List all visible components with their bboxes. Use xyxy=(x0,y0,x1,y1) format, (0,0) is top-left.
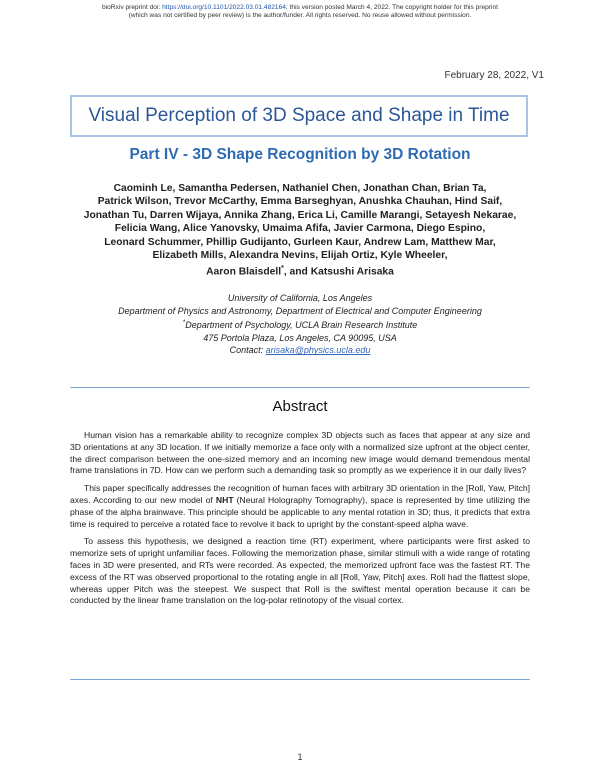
department: Department of Physics and Astronomy, Department of Electrical and Computer Engineering xyxy=(118,305,482,316)
psychology-department: *Department of Psychology, UCLA Brain Research Institute xyxy=(182,319,418,331)
author-line: Leonard Schummer, Phillip Gudijanto, Gurleen Kaur, Andrew Lam, Matthew Mar, xyxy=(104,236,496,248)
paper-subtitle: Part IV - 3D Shape Recognition by 3D Rotation xyxy=(129,146,471,163)
nht-term: NHT xyxy=(215,494,234,505)
preprint-line-2: (which was not certified by peer review) is the author/funder. All rights reserved. No reuse allowed without permission. xyxy=(128,12,472,19)
contact-email-link[interactable]: arisaka@physics.ucla.edu xyxy=(265,345,371,356)
author-line-last: Aaron Blaisdell*, and Katsushi Arisaka xyxy=(206,265,394,278)
affiliation-block xyxy=(60,292,540,357)
abstract-heading: Abstract xyxy=(272,398,328,415)
paper-title: Visual Perception of 3D Space and Shape in Time xyxy=(88,105,510,126)
preprint-notice xyxy=(0,4,600,20)
abstract-paragraph-1: Human vision has a remarkable ability to recognize complex 3D objects such as faces that appear at any size and 3D orientations at any 3D location. If we initially memorize a face only with a normalized size upfront at the object center, the direct comparison between the one-sized memory and an incoming new image would demand tremendous mental frame translations in 7D. How can we perform such a demanding task so promptly as we experience it in our daily lives? xyxy=(70,430,530,476)
contact: Contact: arisaka@physics.ucla.edu xyxy=(229,345,371,356)
divider-top xyxy=(70,387,530,388)
author-list xyxy=(60,182,540,279)
author-line: Caominh Le, Samantha Pedersen, Nathaniel Chen, Jonathan Chan, Brian Ta, xyxy=(113,183,487,194)
version-date: February 28, 2022, V1 xyxy=(444,70,544,81)
address: 475 Portola Plaza, Los Angeles, CA 90095, USA xyxy=(203,332,397,343)
doi-link[interactable]: https://doi.org/10.1101/2022.03.01.482164 xyxy=(162,4,286,11)
university: University of California, Los Angeles xyxy=(227,293,373,303)
corresponding-mark: * xyxy=(281,265,284,273)
preprint-line-1: bioRxiv preprint doi: https://doi.org/10.1101/2022.03.01.482164; this version posted March 4, 2022. The copyright holder for this preprint xyxy=(102,4,498,11)
divider-bottom xyxy=(70,679,530,680)
page-number: 1 xyxy=(297,752,303,762)
abstract-paragraph-2: This paper specifically addresses the recognition of human faces with arbitrary 3D orientation in the [Roll, Yaw, Pitch] axes. According to our new model of NHT (Neural Holography Tomography), space is represented by time utilizing the phase of the alpha brainwave. This principle should be applicable to any mental rotation in 3D; thus, it predicts that extra time is required to perceive a rotated face to revolve it back to upright by the constant-speed alpha wave. xyxy=(70,483,531,529)
author-line: Elizabeth Mills, Alexandra Nevins, Elijah Ortiz, Kyle Wheeler, xyxy=(152,250,448,262)
abstract-paragraph-3: To assess this hypothesis, we designed a reaction time (RT) experiment, where participants were first asked to memorize sets of upright unfamiliar faces. Following the memorization phase, similar stimuli with a wide range of rotating faces in 3D were presented, and RTs were recorded. As expected, the memorized upfront face was the fastest RT. The excess of the RT was observed proportional to the rotating angle in all [Roll, Yaw, Pitch] axes. Roll had the flattest slope, whereas upper Pitch was the steepest. We suspect that Roll is the swiftest mental operation because it can be conducted by the linear frame translation on the log-polar retinotopy of the visual cortex. xyxy=(70,536,530,606)
abstract-body xyxy=(70,430,530,613)
title-box xyxy=(70,95,528,137)
author-line: Felicia Wang, Alice Yanovsky, Umaima Afifa, Javier Carmona, Diego Espino, xyxy=(114,223,486,235)
author-line: Patrick Wilson, Trevor McCarthy, Emma Barseghyan, Anushka Chauhan, Hind Saif, xyxy=(97,196,503,208)
author-line: Jonathan Tu, Darren Wijaya, Annika Zhang, Erica Li, Camille Marangi, Setayesh Nekarae, xyxy=(83,209,517,221)
